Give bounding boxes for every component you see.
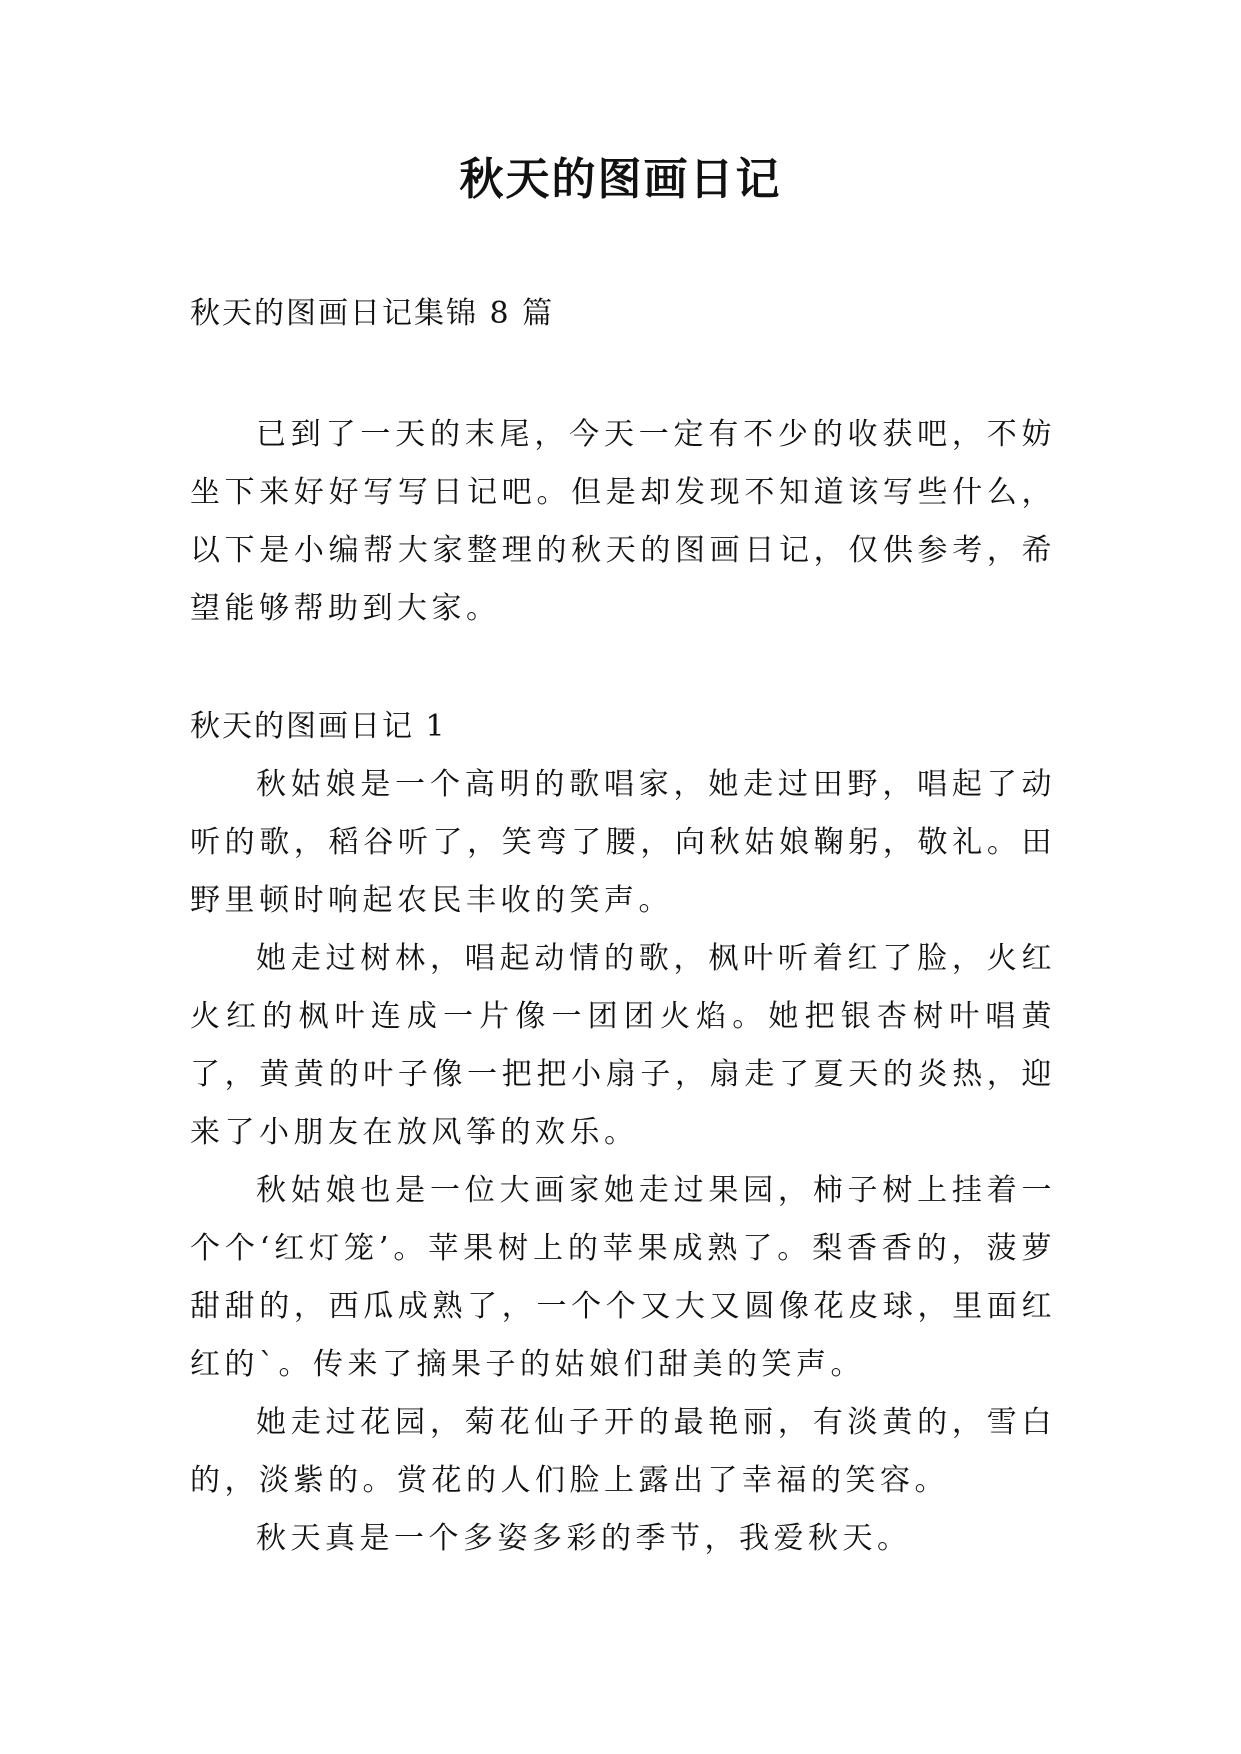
document-title: 秋天的图画日记 [459,154,782,205]
document-subtitle: 秋天的图画日记集锦 8 篇 [190,296,555,331]
body-paragraph: 秋姑娘是一个高明的歌唱家，她走过田野，唱起了动听的歌，稻谷听了，笑弯了腰，向秋姑娘鞠躬，敬礼。田野里顿时响起农民丰收的笑声。 [190,767,1056,918]
body-paragraph: 她走过花园，菊花仙子开的最艳丽，有淡黄的，雪白的，淡紫的。赏花的人们脸上露出了幸福的笑容。 [190,1405,1056,1498]
section-heading: 秋天的图画日记 1 [190,709,447,744]
body-paragraph: 秋姑娘也是一位大画家她走过果园，柿子树上挂着一个个‘红灯笼’。苹果树上的苹果成熟了。梨香香的，菠萝甜甜的，西瓜成熟了，一个个又大又圆像花皮球，里面红红的`。传来了摘果子的姑娘们甜美的笑声。 [190,1173,1056,1382]
body-paragraph: 秋天真是一个多姿多彩的季节，我爱秋天。 [256,1521,912,1556]
intro-paragraph: 已到了一天的末尾，今天一定有不少的收获吧，不妨坐下来好好写写日记吧。但是却发现不知道该写些什么，以下是小编帮大家整理的秋天的图画日记，仅供参考，希望能够帮助到大家。 [190,417,1056,626]
body-paragraph: 她走过树林，唱起动情的歌，枫叶听着红了脸，火红火红的枫叶连成一片像一团团火焰。她把银杏树叶唱黄了，黄黄的叶子像一把把小扇子，扇走了夏天的炎热，迎来了小朋友在放风筝的欢乐。 [190,941,1056,1150]
